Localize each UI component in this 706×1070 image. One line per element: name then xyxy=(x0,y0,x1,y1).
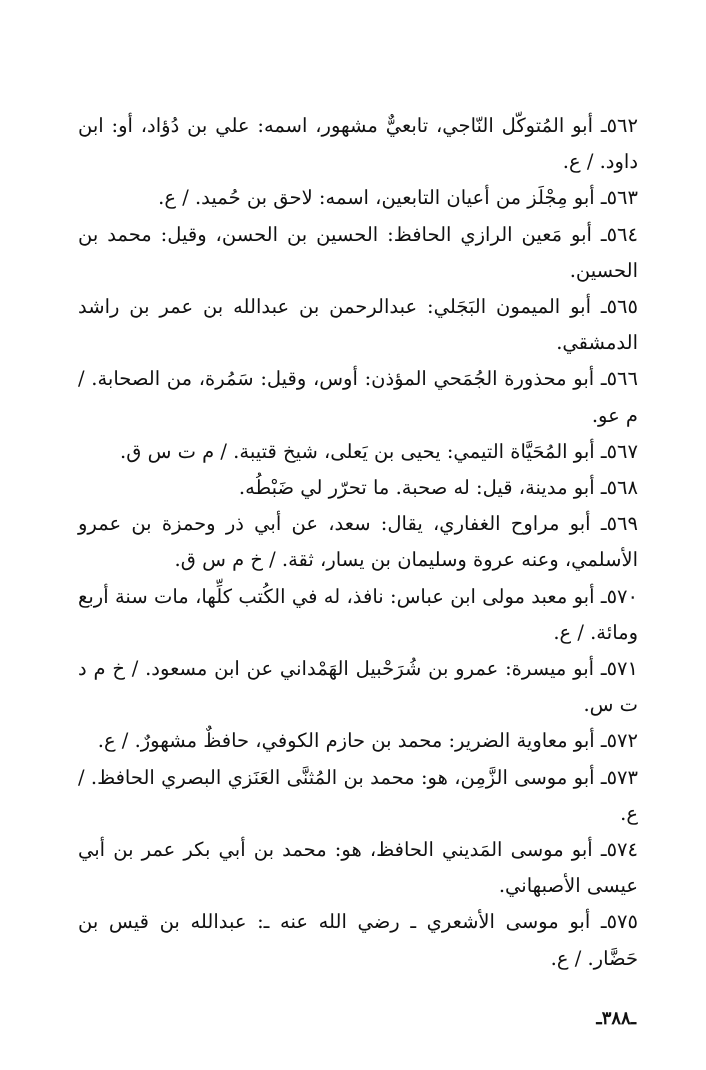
page-number: ـ٣٨٨ـ xyxy=(596,1008,636,1029)
entry-568: ٥٦٨ـ أبو مدينة، قيل: له صحبة. ما تحرّر لي ضَبْطُه. xyxy=(238,476,638,500)
entry-574: ٥٧٤ـ أبو موسى المَديني الحافظ، هو: محمد بن أبي بكر عمر بن أبي عيسى الأصبهاني. xyxy=(78,838,638,898)
entry-570: ٥٧٠ـ أبو معبد مولى ابن عباس: نافذ، له في الكُتب كلِّها، مات سنة أربع ومائة. / ع. xyxy=(78,584,638,644)
entry-562: ٥٦٢ـ أبو المُتوكّل النّاجي، تابعيٌّ مشهور، اسمه: علي بن دُؤاد، أو: ابن داود. / ع. xyxy=(78,114,638,174)
entry-573: ٥٧٣ـ أبو موسى الزَّمِن، هو: محمد بن المُثنَّى العَنَزي البصري الحافظ. / ع. xyxy=(78,765,638,825)
entry-563: ٥٦٣ـ أبو مِجْلَز من أعيان التابعين، اسمه: لاحق بن حُميد. / ع. xyxy=(158,186,638,210)
entry-566: ٥٦٦ـ أبو محذورة الجُمَحي المؤذن: أوس، وقيل: سَمُرة، من الصحابة. / م عو. xyxy=(78,367,638,427)
entry-571: ٥٧١ـ أبو ميسرة: عمرو بن شُرَحْبيل الهَمْداني عن ابن مسعود. / خ م د ت س. xyxy=(78,657,638,717)
entry-569: ٥٦٩ـ أبو مراوح الغفاري، يقال: سعد، عن أبي ذر وحمزة بن عمرو الأسلمي، وعنه عروة وسليمان بن يسار، ثقة. / خ م س ق. xyxy=(78,512,638,572)
entry-list xyxy=(78,108,638,977)
entry-567: ٥٦٧ـ أبو المُحَيَّاة التيمي: يحيى بن يَعلى، شيخ قتيبة. / م ت س ق. xyxy=(120,439,638,463)
entry-575: ٥٧٥ـ أبو موسى الأشعري ـ رضي الله عنه ـ: عبدالله بن قيس بن حَضَّار. / ع. xyxy=(78,910,638,970)
entry-564: ٥٦٤ـ أبو مَعين الرازي الحافظ: الحسين بن الحسن، وقيل: محمد بن الحسين. xyxy=(78,222,638,282)
entry-572: ٥٧٢ـ أبو معاوية الضرير: محمد بن حازم الكوفي، حافظٌ مشهورٌ. / ع. xyxy=(97,729,638,753)
entry-565: ٥٦٥ـ أبو الميمون البَجَلي: عبدالرحمن بن عبدالله بن عمر بن راشد الدمشقي. xyxy=(78,295,638,355)
